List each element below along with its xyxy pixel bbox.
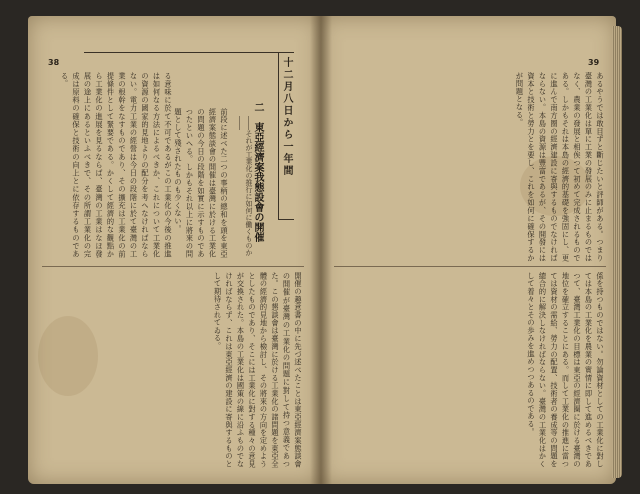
- book-gutter: [310, 16, 332, 484]
- right-page-number: 39: [588, 58, 600, 67]
- open-book: [28, 16, 616, 484]
- section-subtitle: ――それが工業化の推行に如何に働くものか――: [236, 116, 253, 256]
- left-page-number: 38: [48, 58, 60, 67]
- section-title: 二 東亞經濟案我態設會の開催: [252, 102, 263, 242]
- running-head-rule: [84, 52, 278, 53]
- left-upper-text: る意味に於て不可であるがこの工業化の今後の推進は如何なる方法によるべきか、これについて工業化の資源の國家的見地よりの配分を考へなければならない。電力工業の經營は今日の段階に於て臺灣の工業の根幹をなすものであり、その擴充は工業化の前提條件として緊要である。かくして經濟的な觀點から工業化の進展を見るならば、臺灣の工業はなほ發展の途上にあるといふべきで、その所謂工業化の完成は原料の確保と技術の向上とに依存するものである。: [60, 72, 173, 258]
- column-divider: [42, 266, 304, 267]
- page-edges: [612, 26, 622, 478]
- right-page: [320, 16, 616, 484]
- left-page: [28, 16, 320, 484]
- column-divider: [334, 266, 606, 267]
- right-lower-text: 係を持つものではない。勿論資材としての工業化に對しては本島の工業化を農業の實情に即して進めるべきであつて、臺灣工業化の目標は東亞の經濟圈に於ける臺灣の地位を確立することにある。而して工業化の推進に當つては資材の需給、勞力の配置、技術者の養成等の問題を總合的に解決しなければならない。臺灣の工業化はかくして着々とその歩みを進めつつあるのである。: [527, 272, 605, 468]
- running-head: 十二月八日から一年間: [278, 52, 294, 220]
- left-lower-text: 開催の趣意書の中に先づ述べたことは東亞經濟案態談會の開催が臺灣の工業化の問題に對して持つ意義であつた。この懇談會は臺灣に於ける工業化の諸問題を東亞全體の經濟的見地から檢討し、その將來の方向を定めようとしたものであり、そこには工業化に對する種々の意見が交換された。本島の工業化は國策の線に沿ふものでなければならず、これは東亞經濟の建設に寄與するものとして期待されてゐる。: [213, 272, 303, 468]
- right-upper-text: あるやうでは敢目ずと斷じたいと評師がある。つまり臺灣の工業化は單に工業の發展のみに止まるものではなく、農業の發展と相俟つて初めて完成されるものである。しかもそれは本島の經濟的基礎を強固にし、更に進んで南方圈の經濟建設に寄與するものでなければならない。本島の資源は豐富であるが、その開發には資本と技術と勞力とを要し、これを如何に確保するかが問題となる。: [515, 72, 605, 262]
- intro-text: 前段に述べた二つの事柄の總和を頭を東亞經濟案態談會の開催は臺灣に於ける工業化の問題の今日の段階を如實に示すものであつたといへる。しかもそれ以上に將來の問題として殘されたものも少くない。: [174, 108, 229, 258]
